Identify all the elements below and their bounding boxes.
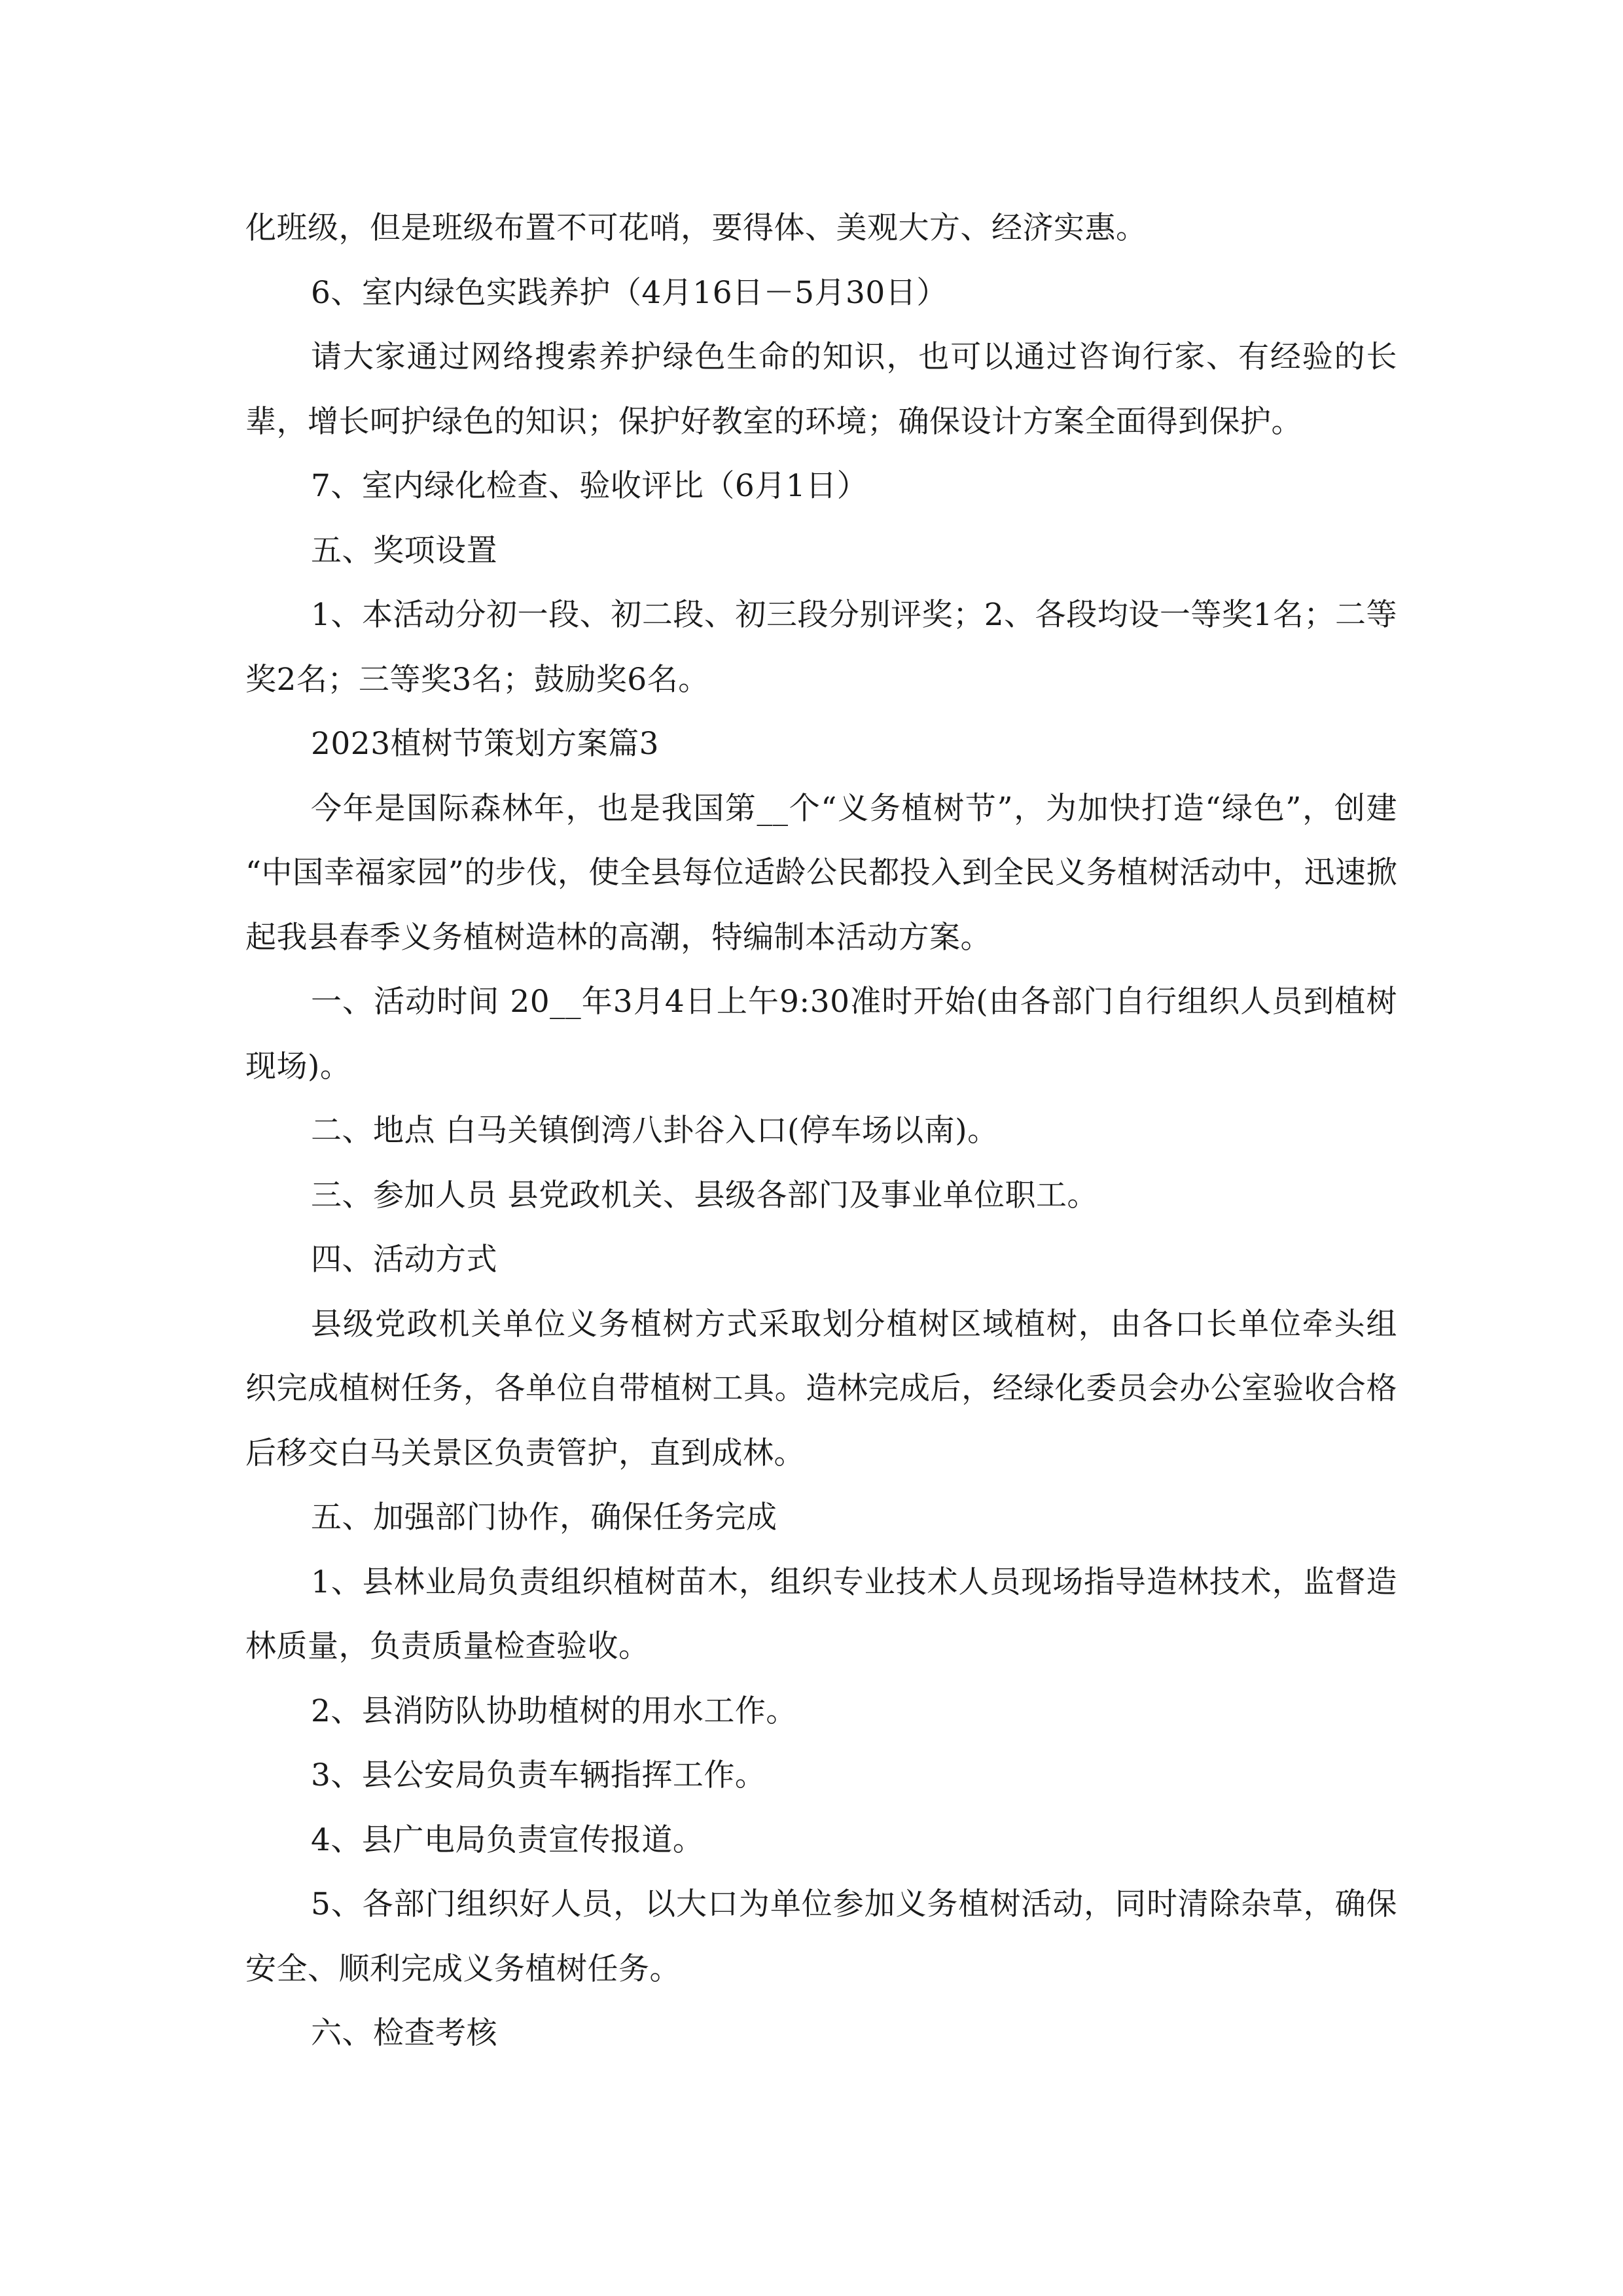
section-heading: 二、地点 白马关镇倒湾八卦谷入口(停车场以南)。 — [311, 1113, 999, 1149]
list-item: 3、县公安局负责车辆指挥工作。 — [311, 1757, 766, 1793]
article-title: 2023植树节策划方案篇3 — [311, 726, 660, 762]
section-heading: 六、检查考核 — [311, 2015, 497, 2051]
section-heading: 四、活动方式 — [311, 1242, 497, 1278]
section-heading: 一、活动时间 20__年3月4日上午9:30准时开始(由各部门自行组织人员到植树现场)。 — [245, 984, 1397, 1085]
section-heading: 五、奖项设置 — [311, 532, 497, 569]
section-item: 7、室内绿化检查、验收评比（6月1日） — [311, 468, 868, 504]
list-item: 1、县林业局负责组织植树苗木，组织专业技术人员现场指导造林技术，监督造林质量，负责质量检查验收。 — [245, 1564, 1397, 1664]
paragraph: 县级党政机关单位义务植树方式采取划分植树区域植树，由各口长单位牵头组织完成植树任务，各单位自带植树工具。造林完成后，经绿化委员会办公室验收合格后移交白马关景区负责管护，直到成林。 — [245, 1306, 1397, 1471]
document-page — [245, 196, 1397, 2066]
section-heading: 五、加强部门协作，确保任务完成 — [311, 1499, 777, 1535]
paragraph: 化班级，但是班级布置不可花哨，要得体、美观大方、经济实惠。 — [245, 210, 1147, 246]
section-item: 6、室内绿色实践养护（4月16日－5月30日） — [311, 274, 948, 311]
paragraph: 1、本活动分初一段、初二段、初三段分别评奖；2、各段均设一等奖1名；二等奖2名；三等奖3名；鼓励奖6名。 — [245, 597, 1397, 698]
list-item: 4、县广电局负责宣传报道。 — [311, 1821, 704, 1858]
section-heading: 三、参加人员 县党政机关、县级各部门及事业单位职工。 — [311, 1177, 1098, 1213]
list-item: 5、各部门组织好人员，以大口为单位参加义务植树活动，同时清除杂草，确保安全、顺利完成义务植树任务。 — [245, 1886, 1397, 1987]
list-item: 2、县消防队协助植树的用水工作。 — [311, 1693, 797, 1729]
paragraph: 请大家通过网络搜索养护绿色生命的知识，也可以通过咨询行家、有经验的长辈，增长呵护绿色的知识；保护好教室的环境；确保设计方案全面得到保护。 — [245, 339, 1397, 440]
paragraph: 今年是国际森林年，也是我国第__个“义务植树节”，为加快打造“绿色”，创建 “中国幸福家园”的步伐，使全县每位适龄公民都投入到全民义务植树活动中，迅速掀起我县春季义务植树造林的高潮，特编制本活动方案。 — [245, 790, 1397, 956]
